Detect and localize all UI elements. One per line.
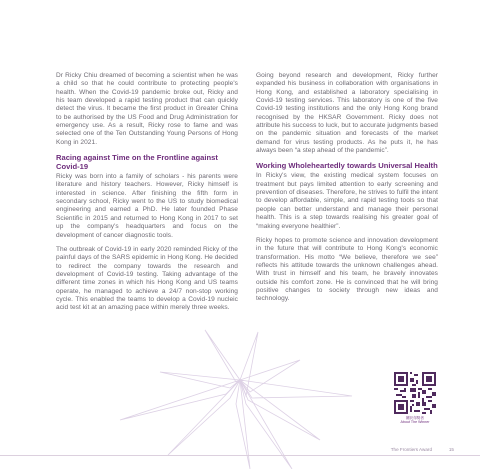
view-paragraph: In Ricky's view, the existing medical system focuses on treatment but pays limited attention to early screening and prevention of diseases. Therefore, he strives to fulfil the intent to develop affordable, simple, and rapid testing tools so that people can better understand and manage their personal health. This is a step towards realising his greater goal of “making everyone healthier”. — [256, 172, 438, 230]
star-ray-8 — [240, 380, 352, 398]
footer-award-title: The Frontiers Award — [390, 447, 432, 452]
qr-caption — [394, 416, 436, 425]
background-paragraph: Ricky was born into a family of scholars - his parents were literature and history teachers. However, Ricky himself is interested in science. After finishing the fifth form in secondary school, Ricky went to the US to study biomedical engineering and earned a PhD. He later founded Phase Scientific in 2015 and returned to Hong Kong in 2017 to set up the company's headquarters and focus on the development of cancer diagnostic tools. — [56, 173, 238, 239]
footer-page-number: 15 — [448, 447, 454, 452]
outbreak-paragraph: The outbreak of Covid-19 in early 2020 reminded Ricky of the painful days of the SARS epidemic in Hong Kong. He decided to redirect the company towards the research and development of Covid-19 testing. Taking advantage of the different time zones in which his Hong Kong and US teams operate, he managed to achieve a 24/7 non-stop working cycle. This enabled the teams to develop a Covid-19 nucleic acid test kit at an amazing pace within merely three weeks. — [56, 245, 238, 312]
qr-code-block[interactable] — [394, 372, 436, 425]
future-paragraph: Ricky hopes to promote science and innovation development in the future that will contribute to Hong Kong's economic transformation. His motto “We believe, therefore we see” reflects his attitude towards the unknown challenges ahead. With trust in himself and his team, he bravely innovates outside his comfort zone. He is convinced that he will bring positive changes to society through new ideas and technology. — [256, 236, 438, 303]
footer-divider — [0, 455, 480, 456]
right-column — [256, 72, 438, 310]
star-ray-9 — [120, 380, 240, 420]
intro-paragraph: Dr Ricky Chiu dreamed of becoming a scientist when he was a child so that he could contribute to protecting people's health. When the Covid-19 pandemic broke out, Ricky and his team developed a rapid testing product that can quickly detect the virus. It became the first product in Greater China to be authorised by the US Food and Drug Administration for emergency use. As a result, Ricky rose to fame and was selected one of the Ten Outstanding Young Persons of Hong Kong in 2021. — [56, 72, 238, 146]
section-heading-racing: Racing against Time on the Frontline against Covid-19 — [56, 153, 218, 172]
star-ray-3 — [240, 380, 320, 440]
star-ray-6 — [160, 372, 240, 388]
star-ray-7 — [205, 330, 240, 382]
qr-caption-chinese: 關於得獎者 — [406, 416, 424, 420]
expansion-paragraph: Going beyond research and development, Ricky further expanded his business in collaboration with organisations in Hong Kong, and established a laboratory specialising in Covid-19 testing services. This laboratory is one of the five Covid-19 testing institutions and the only Hong Kong brand recognised by the HKSAR Government. Ricky does not attribute his success to luck, but to accurate judgments based on the pandemic situation and forecasts of the market demand for virus testing products. As he puts it, he has always been “a step ahead of the pandemic”. — [256, 72, 438, 155]
left-column — [56, 72, 238, 319]
section-heading-universal-health: Working Wholeheartedly towards Universal Health — [256, 161, 438, 171]
qr-caption-english: About The Winner — [400, 420, 430, 425]
qr-code-icon[interactable] — [394, 372, 436, 414]
